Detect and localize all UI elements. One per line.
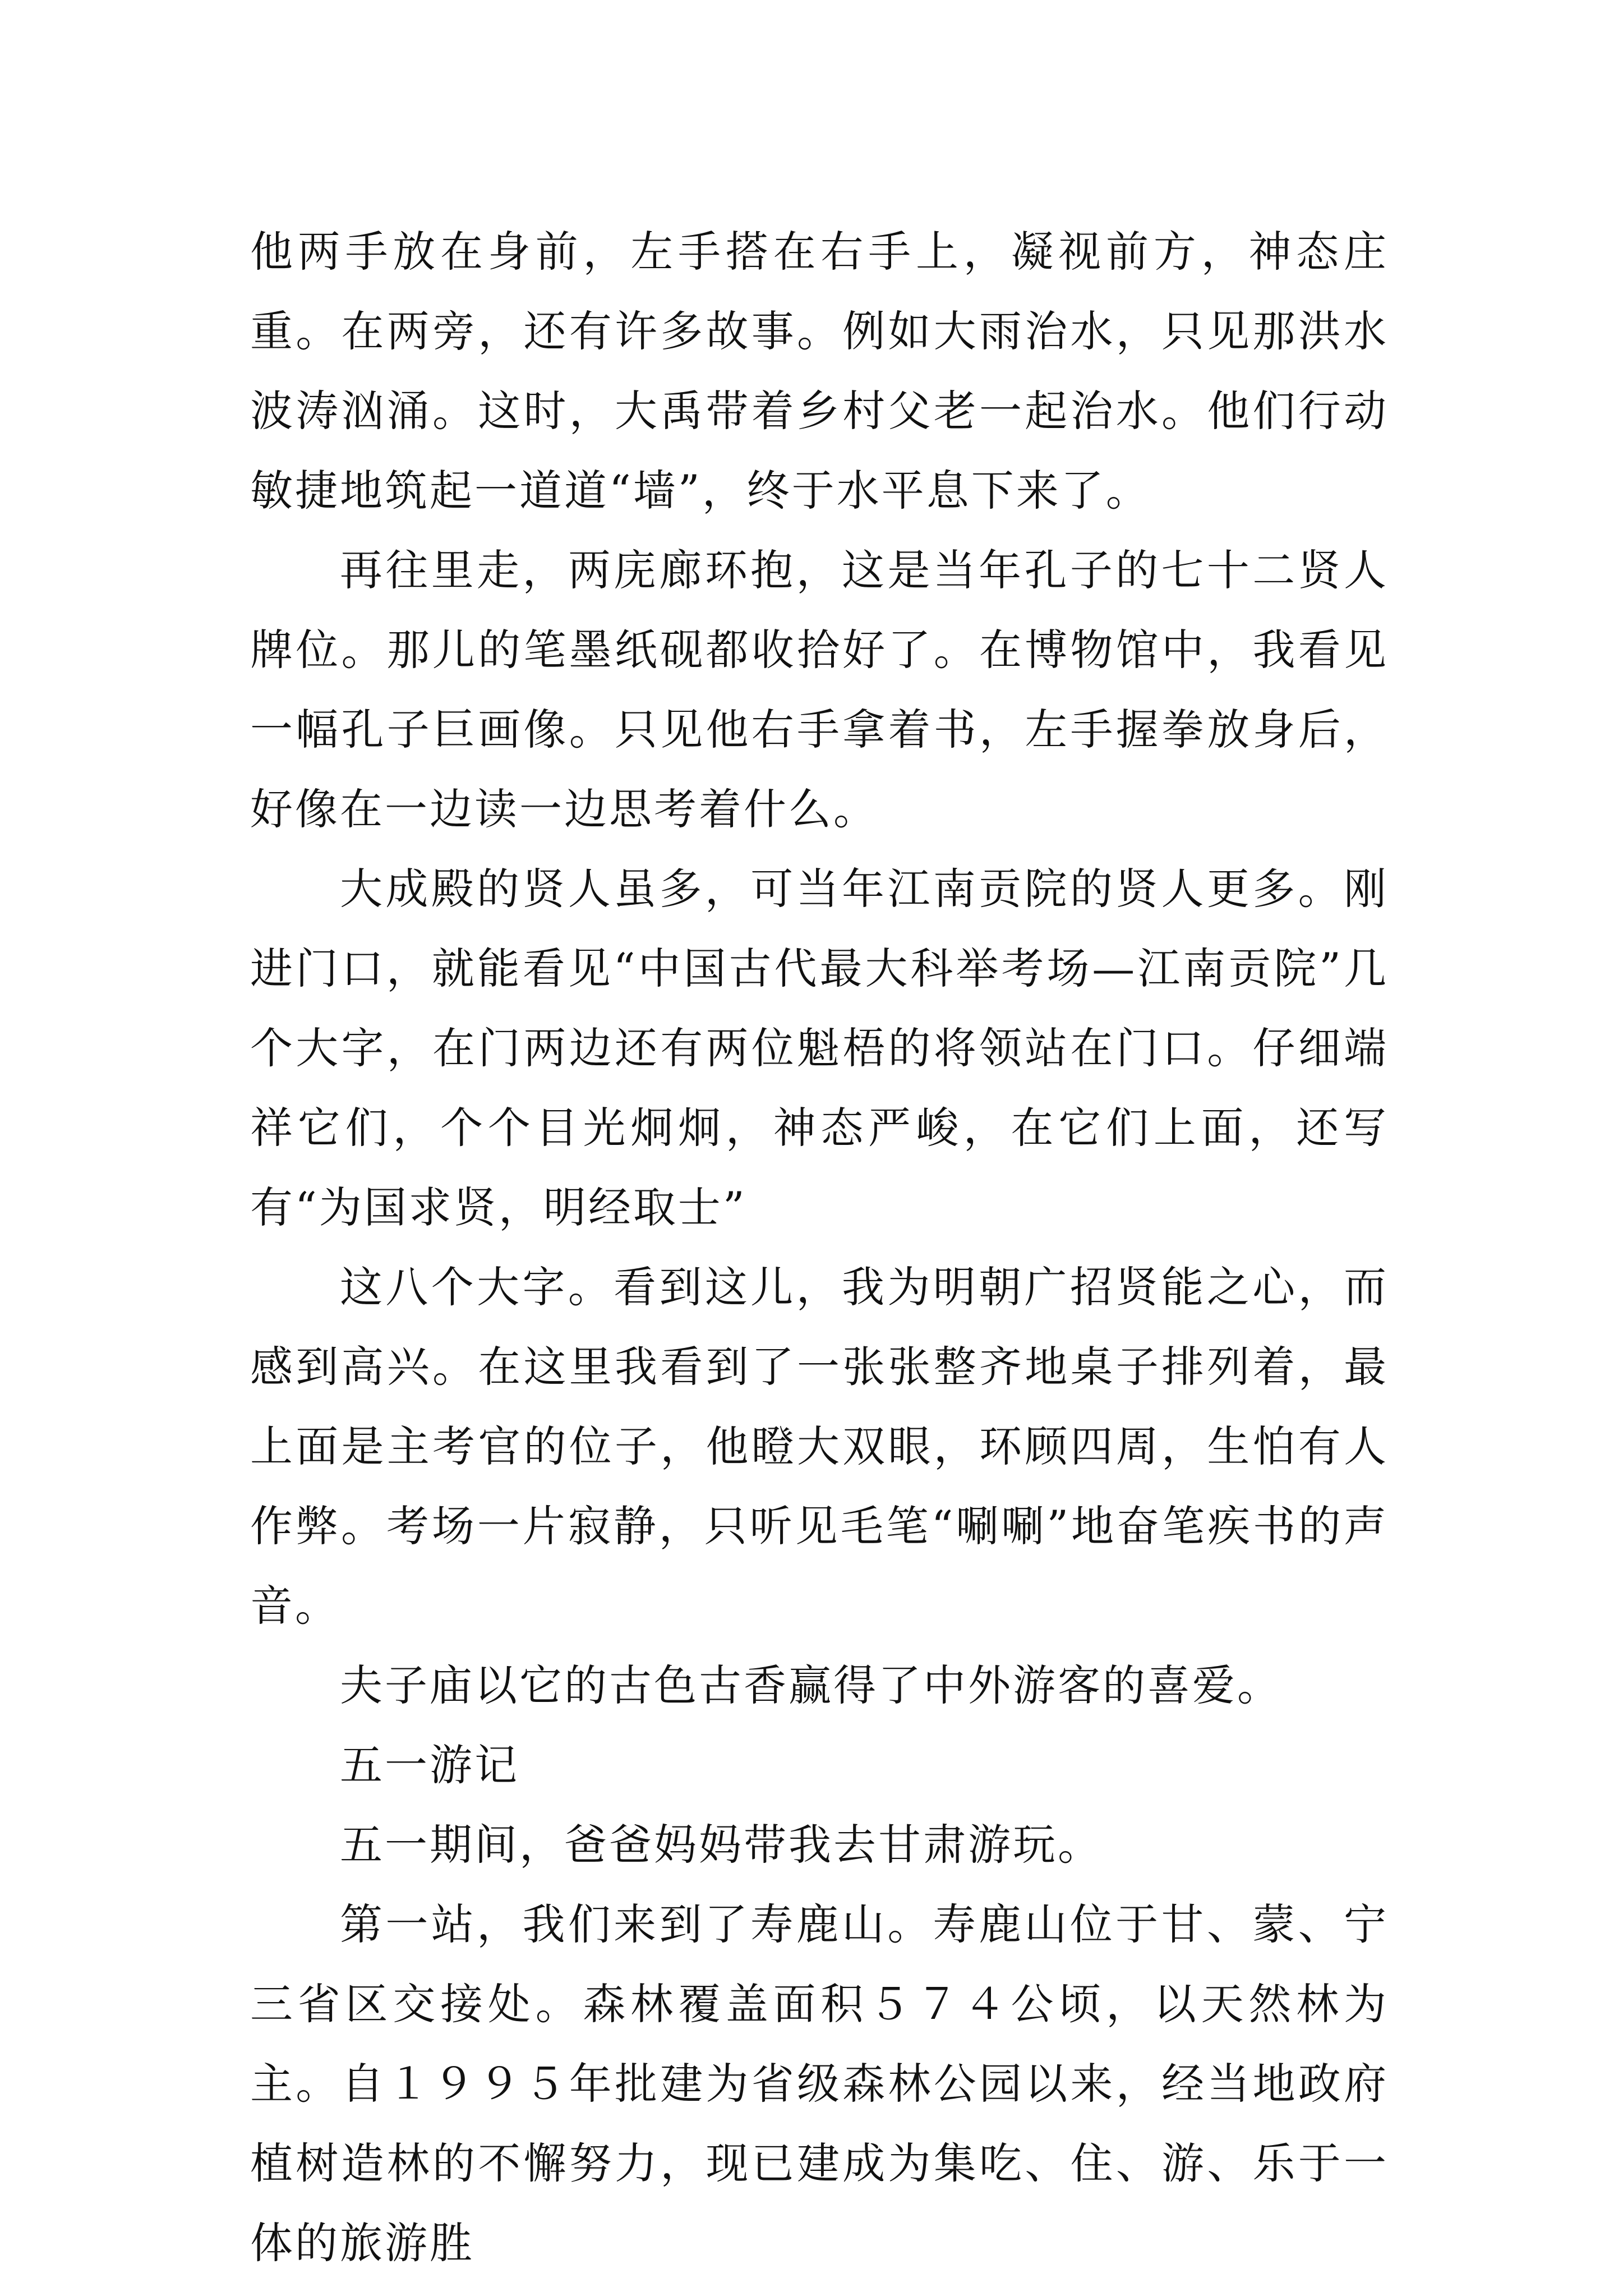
paragraph-5: 夫子庙以它的古色古香赢得了中外游客的喜爱。 <box>340 1660 1282 1710</box>
section-heading: 五一游记 <box>340 1740 519 1790</box>
paragraph-4: 这八个大字。看到这儿，我为明朝广招贤能之心，而感到高兴。在这里我看到了一张张整齐地桌子排列着，最上面是主考官的位子，他瞪大双眼，环顾四周，生怕有人作弊。考场一片寂静，只听见毛笔“唰唰”地奋笔疾书的声音。 <box>250 1262 1389 1631</box>
document-body <box>250 212 1389 2283</box>
paragraph-1: 他两手放在身前，左手搭在右手上，凝视前方，神态庄重。在两旁，还有许多故事。例如大雨治水，只见那洪水波涛汹涌。这时，大禹带着乡村父老一起治水。他们行动敏捷地筑起一道道“墙”，终于水平息下来了。 <box>250 227 1389 516</box>
paragraph-2: 再往里走，两庑廊环抱，这是当年孔子的七十二贤人牌位。那儿的笔墨纸砚都收拾好了。在博物馆中，我看见一幅孔子巨画像。只见他右手拿着书，左手握拳放身后，好像在一边读一边思考着什么。 <box>250 545 1389 834</box>
paragraph-3: 大成殿的贤人虽多，可当年江南贡院的贤人更多。刚进门口，就能看见“中国古代最大科举考场—江南贡院”几个大字，在门两边还有两位魁梧的将领站在门口。仔细端祥它们，个个目光炯炯，神态严峻，在它们上面，还写有“为国求贤，明经取士” <box>250 864 1389 1232</box>
paragraph-6: 五一期间，爸爸妈妈带我去甘肃游玩。 <box>340 1820 1103 1870</box>
paragraph-7: 第一站，我们来到了寿鹿山。寿鹿山位于甘、蒙、宁三省区交接处。森林覆盖面积５７４公顷，以天然林为主。自１９９５年批建为省级森林公园以来，经当地政府植树造林的不懈努力，现已建成为集吃、住、游、乐于一体的旅游胜 <box>250 1899 1389 2268</box>
